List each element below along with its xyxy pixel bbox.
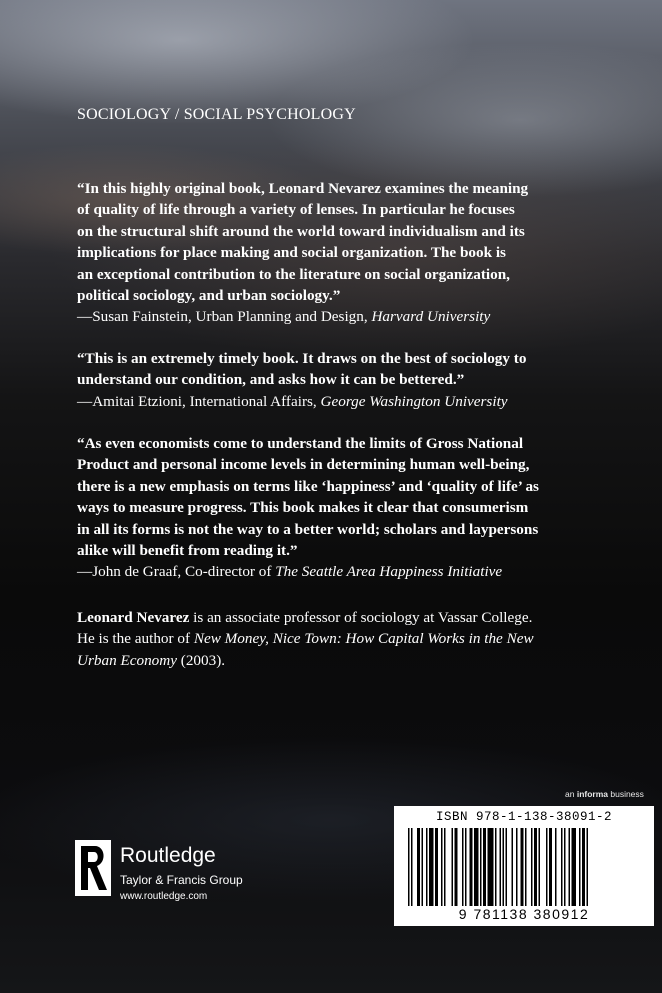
informa-tagline <box>565 789 644 799</box>
barcode-bar <box>470 828 473 906</box>
barcode-bar <box>512 828 514 906</box>
barcode-bar <box>534 828 537 906</box>
quote-attribution <box>77 391 597 412</box>
barcode-bar <box>455 828 458 906</box>
barcode-bar <box>411 828 413 906</box>
author-bio <box>77 607 597 671</box>
barcode-bar <box>417 828 420 906</box>
barcode-bar <box>531 828 533 906</box>
informa-suffix: business <box>608 789 644 799</box>
category-heading: SOCIOLOGY / SOCIAL PSYCHOLOGY <box>77 106 356 123</box>
attribution-name: —Amitai Etzioni, International Affairs, <box>77 392 317 410</box>
barcode-bar <box>429 828 434 906</box>
quote-text <box>77 348 597 391</box>
barcode-bar <box>500 828 502 906</box>
quote-attribution <box>77 561 597 582</box>
barcode-bar <box>488 828 494 906</box>
barcode-bar <box>452 828 454 906</box>
endorsement-quote <box>77 433 597 583</box>
barcode-bar <box>483 828 486 906</box>
barcode-bar <box>546 828 548 906</box>
quote-text <box>77 433 597 561</box>
publisher-name: Routledge <box>120 844 216 867</box>
quote-line: Product and personal income levels in determining human well-being, <box>77 456 530 474</box>
barcode-bar <box>555 828 557 906</box>
attribution-affiliation: George Washington University <box>320 392 508 410</box>
informa-brand: informa <box>576 789 608 799</box>
barcode-bar <box>426 828 428 906</box>
barcode-bar <box>435 828 438 906</box>
barcode-bar <box>549 828 552 906</box>
book-title: Urban Economy <box>77 651 177 669</box>
quote-line: ways to measure progress. This book makes it clear that consumerism <box>77 499 529 517</box>
bio-text: is an associate professor of sociology at Vassar College. <box>189 609 533 626</box>
quote-line: of quality of life through a variety of lenses. In particular he focuses <box>77 201 515 219</box>
barcode-bar <box>503 828 505 906</box>
informa-prefix: an <box>565 789 577 799</box>
quote-line: “As even economists come to understand the limits of Gross National <box>77 435 524 452</box>
attribution-affiliation: Harvard University <box>371 308 491 326</box>
barcode-number: 9 781138 380912 <box>458 906 590 922</box>
barcode-bar <box>525 828 527 906</box>
barcode-bar <box>462 828 464 906</box>
quote-line: implications for place making and social organization. The book is <box>77 244 506 262</box>
barcode-bar <box>516 828 518 906</box>
barcode-bar <box>444 828 446 906</box>
isbn-barcode <box>394 806 654 926</box>
book-title: New Money, Nice Town: How Capital Works in the New <box>193 630 534 648</box>
barcode-bar <box>539 828 541 906</box>
barcode-bar <box>561 828 563 906</box>
barcode-bar <box>474 828 479 906</box>
barcode-bar <box>579 828 581 906</box>
barcode-bar <box>564 828 566 906</box>
barcode-bar <box>408 828 410 906</box>
barcode-bar <box>569 828 571 906</box>
attribution-affiliation: The Seattle Area Happiness Initiative <box>275 563 503 581</box>
barcode-bar <box>587 828 589 906</box>
barcode-bar <box>465 828 467 906</box>
barcode-bar <box>422 828 424 906</box>
barcode-bar <box>441 828 443 906</box>
quote-line: “This is an extremely timely book. It draws on the best of sociology to <box>77 350 527 367</box>
barcode-bar <box>506 828 508 906</box>
quote-line: “In this highly original book, Leonard Nevarez examines the meaning <box>77 180 529 197</box>
barcode-bars <box>408 828 640 906</box>
isbn-label: ISBN 978-1-138-38091-2 <box>435 810 613 824</box>
bio-text: (2003). <box>176 651 226 669</box>
quote-line: an exceptional contribution to the literature on social organization, <box>77 265 510 283</box>
quote-line: alike will benefit from reading it.” <box>77 542 298 560</box>
publisher-url: www.routledge.com <box>120 891 208 902</box>
barcode-bar <box>582 828 585 906</box>
author-name: Leonard Nevarez <box>77 609 190 626</box>
barcode-bar <box>521 828 524 906</box>
barcode-bar <box>572 828 577 906</box>
attribution-name: —Susan Fainstein, Urban Planning and Design, <box>77 308 368 326</box>
bio-text: He is the author of <box>77 630 194 648</box>
quote-line: in all its forms is not the way to a better world; scholars and laypersons <box>77 520 539 538</box>
barcode-bar <box>495 828 497 906</box>
quote-line: political sociology, and urban sociology.” <box>77 287 341 305</box>
endorsement-quote <box>77 178 597 328</box>
quote-line: on the structural shift around the world toward individualism and its <box>77 222 525 240</box>
quote-attribution <box>77 306 597 327</box>
quote-line: there is a new emphasis on terms like ‘happiness’ and ‘quality of life’ as <box>77 477 539 495</box>
barcode-bar <box>480 828 482 906</box>
quote-line: understand our condition, and asks how it can be bettered.” <box>77 371 465 389</box>
quote-text <box>77 178 597 306</box>
attribution-name: —John de Graaf, Co-director of <box>77 563 272 581</box>
endorsement-quote <box>77 348 597 412</box>
publisher-group: Taylor & Francis Group <box>120 873 243 887</box>
routledge-logo-icon <box>75 840 111 896</box>
